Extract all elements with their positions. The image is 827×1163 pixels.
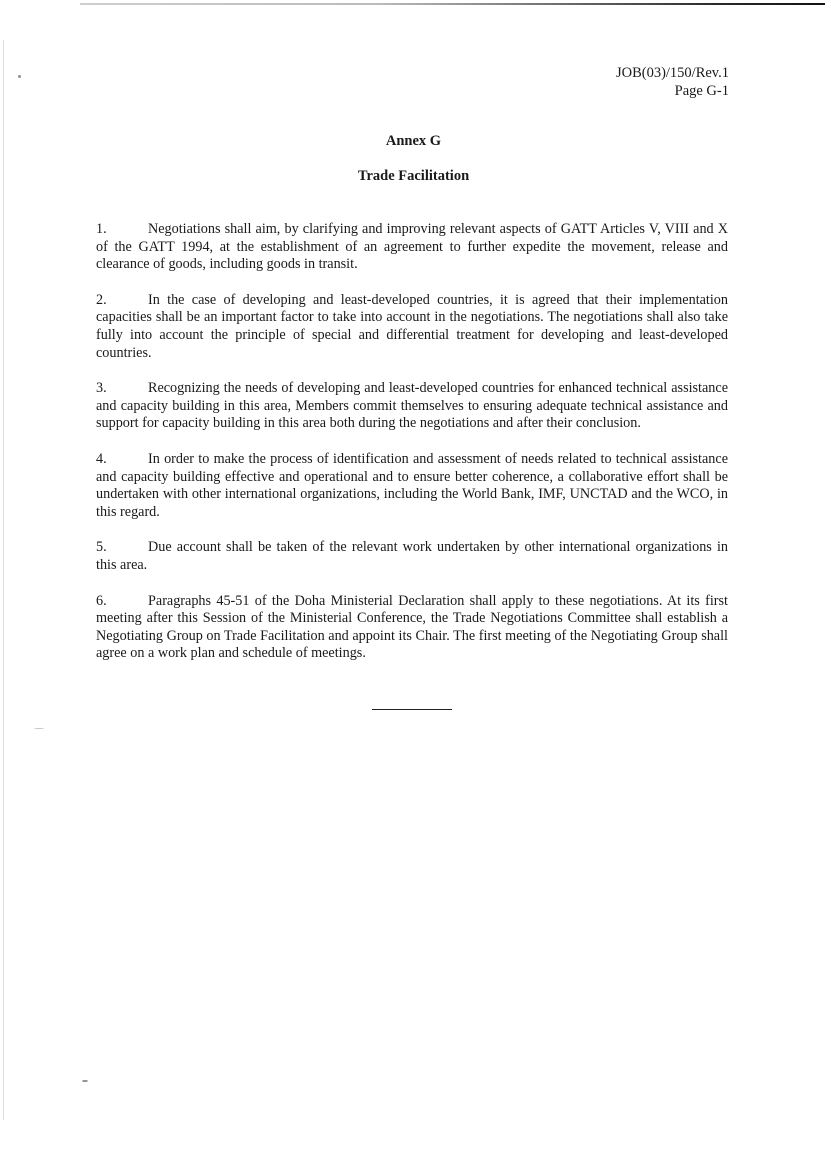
annex-title: Annex G: [385, 133, 442, 149]
page-number: Page G-1: [674, 83, 729, 99]
paragraph-text: Due account shall be taken of the relevant work undertaken by other international organizations in this area.: [96, 539, 728, 573]
paragraph-text: In the case of developing and least-developed countries, it is agreed that their implementation capacities shall be an important factor to take into account in the negotiations. The negotiations shall also take fully into account the principle of special and differential treatment for developing and least-developed countries.: [96, 291, 728, 361]
paragraph-number: 6.: [96, 592, 107, 609]
paragraph-4: [96, 451, 728, 521]
document-symbol: JOB(03)/150/Rev.1: [615, 65, 729, 81]
document-body: [96, 221, 728, 681]
scan-left-edge-line: [3, 40, 4, 1120]
paragraph-6: [96, 593, 728, 663]
paragraph-5: [96, 539, 728, 574]
scan-speck: [18, 75, 21, 78]
paragraph-number: 1.: [96, 221, 107, 237]
paragraph-number: 5.: [96, 539, 107, 556]
paragraph-number: 2.: [96, 291, 107, 308]
paragraph-number: 4.: [96, 450, 107, 467]
paragraph-3: [96, 380, 728, 433]
scan-top-edge-line: [80, 3, 825, 5]
paragraph-1: [96, 221, 728, 274]
scan-speck: [82, 1080, 88, 1082]
scan-speck: [34, 728, 44, 729]
paragraph-2: [96, 292, 728, 362]
paragraph-text: Paragraphs 45-51 of the Doha Ministerial Declaration shall apply to these negotiations. At its first meeting after this Session of the Ministerial Conference, the Trade Negotiations Committee shall establish a Negotiating Group on Trade Facilitation and appoint its Chair. The first meeting of the Negotiating Group shall agree on a work plan and schedule of meetings.: [96, 592, 728, 662]
paragraph-number: 3.: [96, 380, 107, 397]
paragraph-text: In order to make the process of identification and assessment of needs related to technical assistance and capacity building effective and operational and to ensure better coherence, a collaborative effort shall be undertaken with other international organizations, including the World Bank, IMF, UNCTAD and the WCO, in this regard.: [96, 450, 728, 520]
end-of-annex-rule: [372, 709, 452, 710]
document-reference-block: [616, 64, 729, 100]
annex-subtitle: Trade Facilitation: [357, 168, 470, 184]
paragraph-text: Recognizing the needs of developing and least-developed countries for enhanced technical assistance and capacity building in this area, Members commit themselves to ensuring adequate technical assistance and support for capacity building in this area both during the negotiations and after their conclusion.: [96, 380, 728, 432]
paragraph-text: Negotiations shall aim, by clarifying and improving relevant aspects of GATT Articles V, VIII and X of the GATT 1994, at the establishment of an agreement to further expedite the movement, release and clearance of goods, including goods in transit.: [96, 221, 728, 273]
